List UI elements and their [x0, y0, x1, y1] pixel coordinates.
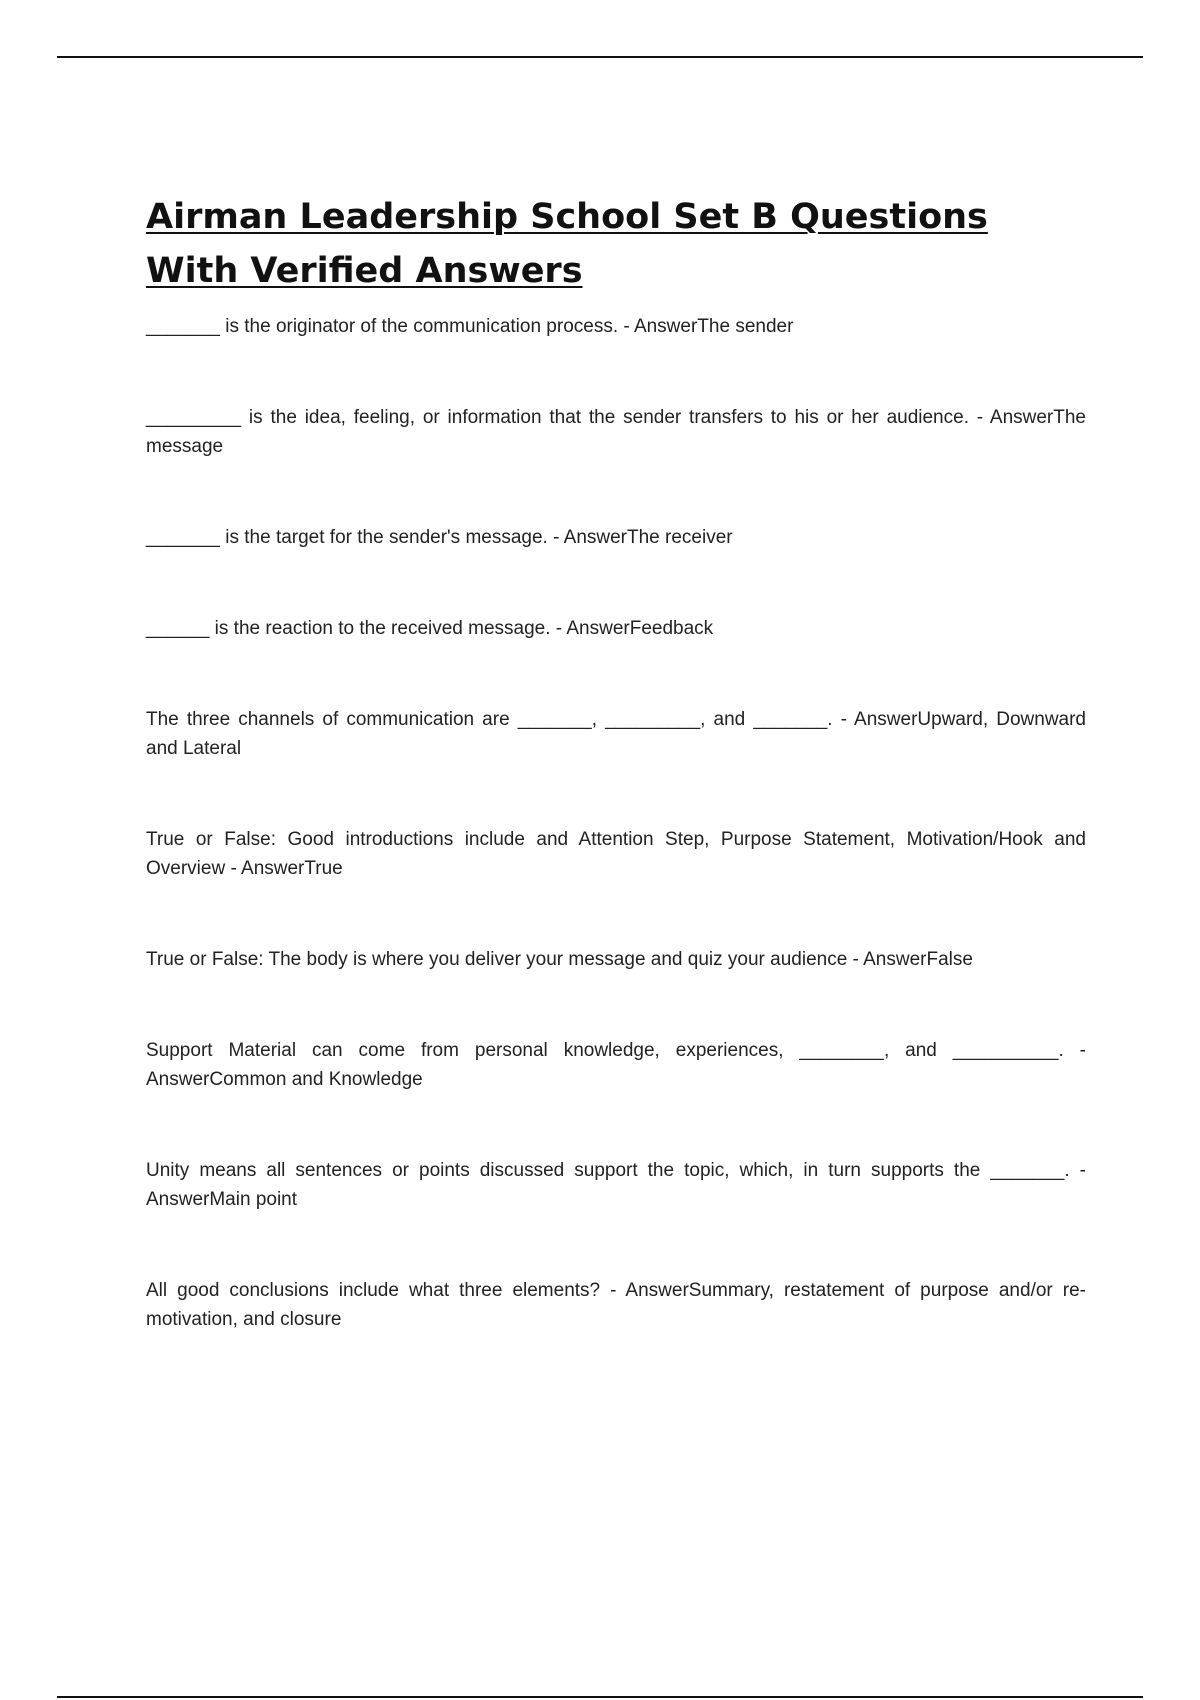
qa-item: _______ is the target for the sender's message. - AnswerThe receiver [146, 527, 733, 548]
question-answer-list [146, 312, 1086, 1334]
qa-item: ______ is the reaction to the received message. - AnswerFeedback [146, 618, 714, 639]
qa-item: The three channels of communication are _______, _________, and _______. - AnswerUpward, Downward and Lateral [146, 709, 1086, 759]
qa-item: True or False: Good introductions include and Attention Step, Purpose Statement, Motivation/Hook and Overview - AnswerTrue [146, 829, 1086, 879]
qa-item: _______ is the originator of the communication process. - AnswerThe sender [146, 316, 794, 337]
document-body [146, 190, 1086, 1334]
header-rule [57, 56, 1143, 58]
qa-item: Unity means all sentences or points discussed support the topic, which, in turn supports the _______. - AnswerMain point [146, 1160, 1086, 1210]
document-title: Airman Leadership School Set B Questions With Verified Answers [146, 197, 988, 291]
footer-rule [57, 1696, 1143, 1698]
qa-item: True or False: The body is where you deliver your message and quiz your audience - AnswerFalse [146, 949, 973, 970]
qa-item: Support Material can come from personal knowledge, experiences, ________, and __________. - AnswerCommon and Knowledge [146, 1040, 1086, 1090]
qa-item: All good conclusions include what three elements? - AnswerSummary, restatement of purpose and/or re-motivation, and closure [146, 1280, 1086, 1330]
qa-item: _________ is the idea, feeling, or information that the sender transfers to his or her audience. - AnswerThe message [146, 407, 1086, 457]
